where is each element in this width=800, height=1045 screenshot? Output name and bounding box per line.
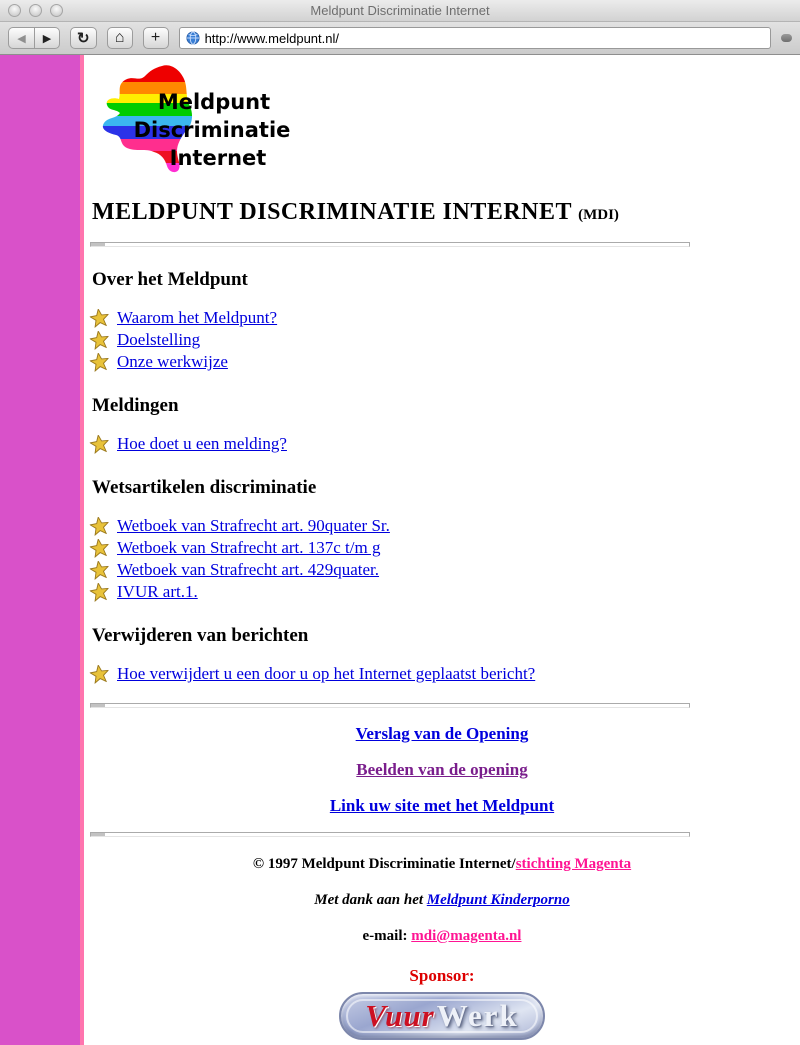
page-title-abbrev: (MDI) (578, 207, 619, 223)
thanks-line (90, 892, 794, 909)
back-button[interactable] (8, 27, 34, 49)
list-item (90, 581, 800, 603)
toolbar-overflow-icon[interactable] (781, 34, 792, 42)
vuurwerk-logo-text-red: Vuur (365, 998, 435, 1033)
page-footer (90, 856, 794, 986)
vuurwerk-sponsor-logo[interactable] (339, 992, 545, 1040)
left-magenta-strip (0, 55, 80, 1045)
address-bar[interactable] (179, 27, 771, 49)
window-title: Meldpunt Discriminatie Internet (310, 2, 490, 18)
link-strafrecht-90quater[interactable]: Wetboek van Strafrecht art. 90quater Sr. (117, 516, 390, 535)
page-title-main: MELDPUNT DISCRIMINATIE INTERNET (92, 199, 572, 225)
reload-icon: ↻ (77, 30, 90, 47)
link-list (90, 307, 800, 373)
link-link-uw-site[interactable]: Link uw site met het Meldpunt (329, 796, 555, 815)
list-item (90, 663, 800, 685)
titlebar (0, 0, 800, 22)
nav-button-group (8, 27, 60, 49)
horizontal-rule (90, 703, 690, 708)
home-button[interactable] (107, 27, 133, 49)
section-heading-meldingen: Meldingen (92, 395, 179, 416)
star-bullet-icon (89, 664, 110, 684)
list-item (90, 559, 800, 581)
plus-icon: + (150, 29, 161, 46)
star-bullet-icon (89, 538, 110, 558)
link-meldpunt-kinderporno[interactable]: Meldpunt Kinderporno (426, 892, 570, 908)
logo-text-line-1: Meldpunt (157, 90, 271, 114)
email-label: e-mail: (362, 928, 412, 944)
list-item (90, 307, 800, 329)
link-hoe-verwijdert-u-bericht[interactable]: Hoe verwijdert u een door u op het Internet geplaatst bericht? (117, 664, 536, 683)
logo-text-line-3: Internet (169, 146, 267, 170)
link-beelden-van-de-opening[interactable]: Beelden van de opening (356, 760, 528, 779)
link-list (90, 663, 800, 685)
back-icon: ◀ (17, 32, 26, 45)
star-bullet-icon (89, 516, 110, 536)
center-links (90, 724, 794, 816)
star-bullet-icon (89, 582, 110, 602)
link-onze-werkwijze[interactable]: Onze werkwijze (117, 352, 228, 371)
reload-button[interactable] (70, 27, 97, 49)
list-item (90, 351, 800, 373)
list-item (90, 515, 800, 537)
horizontal-rule (90, 832, 690, 837)
logo-text-line-2: Discriminatie (133, 118, 291, 142)
vuurwerk-logo-text-silver: Werk (436, 998, 519, 1033)
link-ivur-art-1[interactable]: IVUR art.1. (117, 582, 198, 601)
link-list (90, 433, 800, 455)
copyright-text: © 1997 Meldpunt Discriminatie Internet/ (252, 856, 516, 872)
star-bullet-icon (89, 352, 110, 372)
link-doelstelling[interactable]: Doelstelling (117, 330, 201, 349)
section-heading-wetsartikelen: Wetsartikelen discriminatie (92, 477, 317, 498)
browser-toolbar (0, 22, 800, 55)
star-bullet-icon (89, 434, 110, 454)
email-line (90, 928, 794, 945)
forward-icon: ▶ (42, 32, 52, 45)
link-hoe-doet-u-een-melding[interactable]: Hoe doet u een melding? (117, 434, 287, 453)
mdi-rainbow-netherlands-logo (94, 63, 294, 175)
section-heading-over-het-meldpunt: Over het Meldpunt (92, 269, 248, 290)
star-bullet-icon (89, 560, 110, 580)
list-item (90, 329, 800, 351)
page-title (92, 199, 800, 226)
list-item (90, 433, 800, 455)
forward-button[interactable] (34, 27, 60, 49)
page-content (84, 55, 800, 1045)
page-body (0, 55, 800, 1045)
add-bookmark-button[interactable] (143, 27, 169, 49)
horizontal-rule (90, 242, 690, 247)
link-email-mdi[interactable]: mdi@magenta.nl (411, 928, 522, 944)
link-strafrecht-137c[interactable]: Wetboek van Strafrecht art. 137c t/m g (117, 538, 381, 557)
link-list (90, 515, 800, 603)
thanks-text: Met dank aan het (314, 892, 427, 908)
home-icon: ⌂ (114, 29, 125, 46)
link-strafrecht-429quater[interactable]: Wetboek van Strafrecht art. 429quater. (117, 560, 380, 579)
link-verslag-van-de-opening[interactable]: Verslag van de Opening (355, 724, 529, 743)
sponsor-badge-wrap (90, 992, 794, 1040)
section-heading-verwijderen: Verwijderen van berichten (92, 625, 309, 646)
list-item (90, 537, 800, 559)
globe-icon (186, 31, 200, 45)
star-bullet-icon (89, 330, 110, 350)
sponsor-label: Sponsor: (409, 966, 475, 985)
star-bullet-icon (89, 308, 110, 328)
url-text: http://www.meldpunt.nl/ (204, 30, 339, 46)
link-stichting-magenta[interactable]: stichting Magenta (515, 856, 632, 872)
link-waarom-het-meldpunt[interactable]: Waarom het Meldpunt? (117, 308, 278, 327)
copyright-line (90, 856, 794, 873)
